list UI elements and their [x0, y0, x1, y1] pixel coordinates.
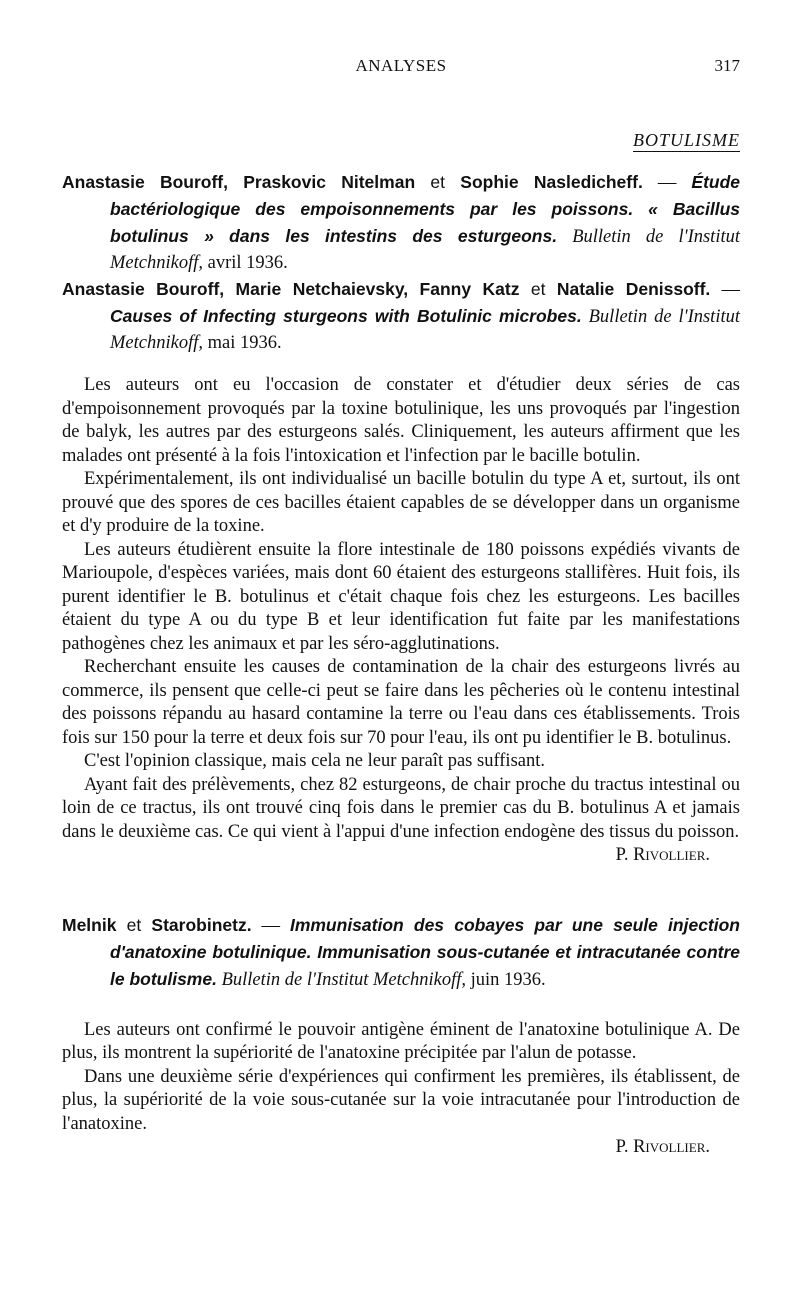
authors: Natalie Denissoff. — [556, 279, 711, 299]
article-title: Causes of Infecting sturgeons with Botulinic microbes. — [110, 306, 582, 326]
paragraph: Recherchant ensuite les causes de contamination de la chair des esturgeons livrés au commerce, ils pensent que celle-ci peut se faire dans les pêcheries où le contenu intestinal des poissons répandu au hasard contamine la terre ou l'eau dans ces établissements. Trois fois sur 150 pour la terre et deux fois sur 70 pour l'eau, ils ont pu identifier le B. botulinus. — [62, 657, 740, 748]
paragraph: Les auteurs ont confirmé le pouvoir antigène éminent de l'anatoxine botulinique A. De plus, ils montrent la supériorité de l'anatoxine précipitée par l'alun de potasse. — [62, 1019, 740, 1063]
article-title: Étude bactériologique des empoisonnements par les poissons. « Bacillus botulinus » dans les intestins des esturgeons. — [110, 172, 741, 246]
article — [62, 169, 740, 868]
authors: Anastasie Bouroff, Praskovic Nitelman — [62, 172, 416, 192]
reviewer-signature: P. Rivollier. — [615, 1137, 710, 1157]
authors: Sophie Nasledicheff. — [460, 172, 643, 192]
journal-name: Bulletin de l'Institut Metchnikoff, — [221, 969, 466, 990]
bibliographic-reference — [62, 169, 740, 276]
reviewer-signature: P. Rivollier. — [615, 845, 710, 865]
section-title-text: BOTULISME — [633, 130, 740, 150]
signature-line — [62, 1136, 740, 1160]
authors: Melnik — [62, 914, 117, 935]
paragraph: Les auteurs ont eu l'occasion de constater et d'étudier deux séries de cas d'empoisonnement provoqués par la toxine botulinique, les uns provoqués par l'ingestion de balyk, les autres par des esturgeons salés. Cliniquement, les auteurs affirment que les malades ont présenté à la fois l'intoxication et l'infection par le bacille botulin. — [62, 375, 740, 466]
abstract-body — [62, 1019, 740, 1160]
separator: — — [642, 173, 692, 193]
paragraph: Expérimentalement, ils ont individualisé un bacille botulin du type A et, surtout, ils ont prouvé que des spores de ces bacilles étaient capables de se développer dans un organisme et d'y produire de la toxine. — [62, 469, 740, 536]
bibliographic-reference — [62, 912, 740, 993]
journal-name: Bulletin de l'Institut Metchnikoff, — [110, 227, 740, 273]
abstract-body — [62, 374, 740, 868]
publication-date: mai 1936. — [202, 333, 282, 353]
paragraph — [62, 1066, 740, 1137]
paragraph-text: Dans une deuxième série d'expériences qui confirment les premières, ils établissent, de plus, la supériorité de la voie sous-cutanée sur la voie intracutanée pour l'introduction de l'anatoxine. — [62, 1066, 740, 1134]
article — [62, 912, 740, 1160]
running-header — [62, 56, 740, 86]
publication-date: juin 1936. — [466, 969, 546, 990]
publication-date: avril 1936. — [202, 253, 288, 273]
page-number: 317 — [714, 56, 740, 75]
authors: Starobinetz. — [151, 914, 252, 935]
authors: Anastasie Bouroff, Marie Netchaievsky, Fanny Katz — [62, 279, 520, 299]
journal-name: Bulletin de l'Institut Metchnikoff, — [110, 307, 740, 353]
page — [62, 56, 740, 1160]
author-conjunction: et — [519, 279, 557, 299]
author-conjunction: et — [116, 914, 152, 935]
signature-line — [62, 844, 740, 868]
paragraph: C'est l'opinion classique, mais cela ne leur paraît pas suffisant. — [84, 751, 546, 771]
author-conjunction: et — [415, 172, 461, 192]
separator: — — [251, 915, 290, 936]
paragraph: Les auteurs étudièrent ensuite la flore intestinale de 180 poissons expédiés vivants de Marioupole, d'espèces variées, mais dont 60 étaient des esturgeons stallifères. Huit fois, ils purent identifier le B. botulinus et c'était chaque fois chez les esturgeons. Les bacilles étaient du type A ou du type B et leur identification fut faite par les manifestations pathogènes chez les animaux et par les séro-agglutinations. — [62, 539, 740, 654]
running-title: ANALYSES — [355, 56, 447, 75]
bibliographic-reference — [62, 276, 740, 356]
paragraph — [62, 774, 740, 845]
paragraph-text: Ayant fait des prélèvements, chez 82 esturgeons, de chair proche du tractus intestinal ou loin de ce tractus, ils ont trouvé cinq fois dans le premier cas du B. botulinus A et jamais dans le deuxième cas. Ce qui vient à l'appui d'une infection endogène des tissus du poisson. — [62, 774, 740, 842]
section-title — [62, 130, 740, 151]
article-title: Immunisation des cobayes par une seule injection d'anatoxine botulinique. Immunisation sous-cutanée et intracutanée contre le botulisme. — [110, 914, 740, 989]
separator: — — [710, 280, 740, 300]
